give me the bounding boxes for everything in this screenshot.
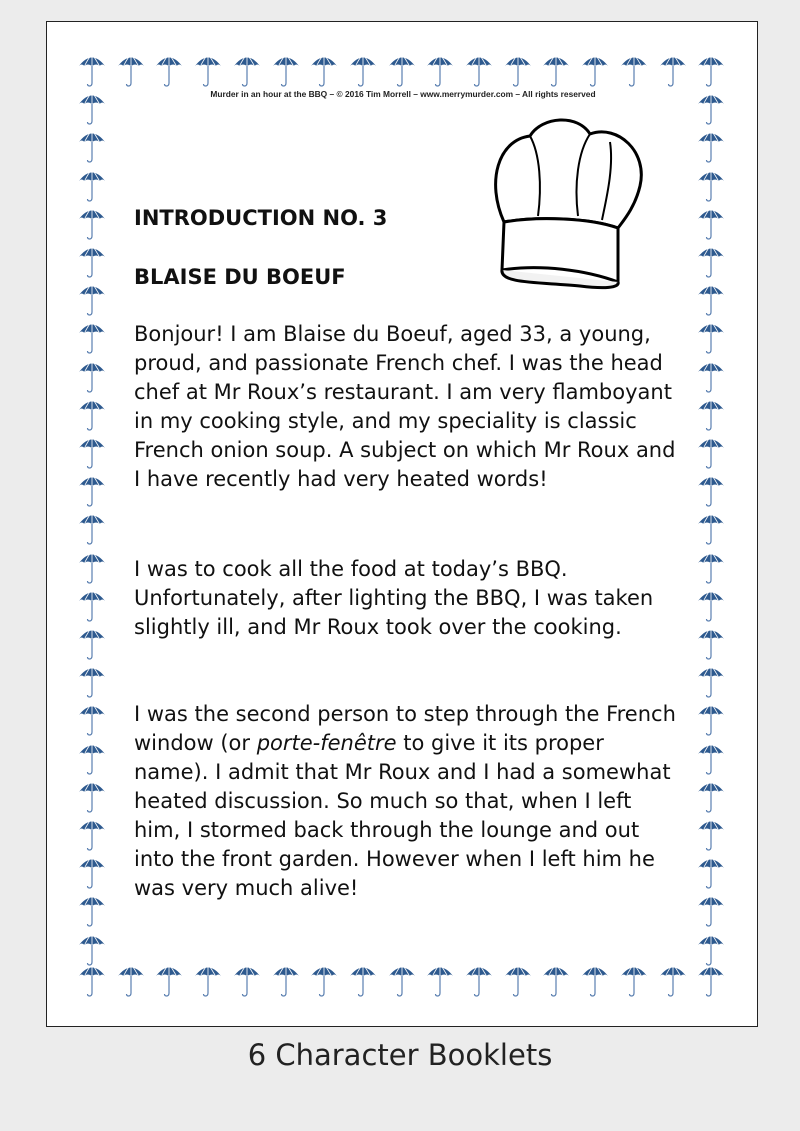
- paragraph-introduction: Bonjour! I am Blaise du Boeuf, aged 33, a young, proud, and passionate French chef. I was the head chef at Mr Roux’s restaurant. I am very flamboyant in my cooking style, and my speciality is classic French onion soup. A subject on which Mr Roux and I have recently had very heated words!: [134, 322, 676, 491]
- paragraph-bbq: I was to cook all the food at today’s BBQ. Unfortunately, after lighting the BBQ, I was taken slightly ill, and Mr Roux took over the cooking.: [134, 557, 654, 639]
- paragraph-window-italic: porte-fenêtre: [256, 731, 397, 755]
- paragraph-window-part-1: I was the second person to step through the French window (or: [134, 702, 676, 755]
- character-name: BLAISE DU BOEUF: [134, 265, 346, 289]
- paragraph-window-part-2: to give it its proper name). I admit that Mr Roux and I had a somewhat heated discussion. So much so that, when I left him, I stormed back through the lounge and out into the front garden. However when I left him he was very much alive!: [134, 731, 671, 900]
- paragraph-window: [134, 700, 684, 903]
- chef-hat-icon: [490, 112, 646, 292]
- booklet-caption: 6 Character Booklets: [247, 1038, 553, 1072]
- copyright-line: Murder in an hour at the BBQ – © 2016 Tim Morrell – www.merrymurder.com – All rights reserved: [210, 89, 596, 99]
- page-heading: INTRODUCTION NO. 3: [134, 206, 388, 230]
